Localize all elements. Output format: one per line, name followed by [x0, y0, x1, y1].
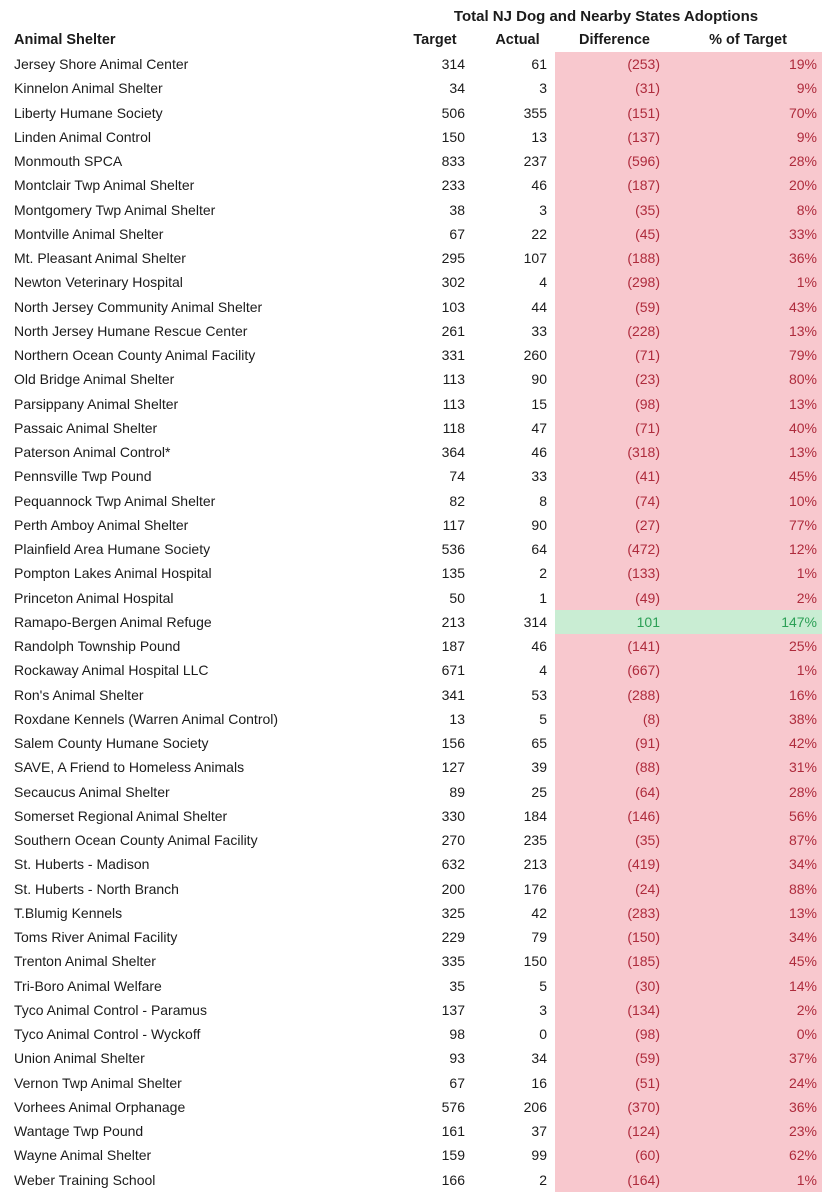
actual-cell: 22: [531, 225, 547, 242]
shelter-name-cell: T.Blumig Kennels: [14, 904, 123, 921]
actual-cell: 65: [531, 735, 547, 751]
table-row: [14, 1119, 822, 1143]
difference-cell: (150): [555, 925, 674, 949]
shelter-name-cell: Perth Amboy Animal Shelter: [14, 516, 189, 533]
actual-cell: 0: [539, 1026, 547, 1042]
shelter-name-cell: Montville Animal Shelter: [14, 225, 164, 242]
pct-of-target-cell: 28%: [674, 149, 822, 173]
report-title: Total NJ Dog and Nearby States Adoptions: [453, 8, 759, 25]
pct-of-target-cell: 10%: [674, 489, 822, 513]
target-cell: 295: [441, 250, 465, 266]
actual-cell: 46: [531, 444, 547, 460]
difference-cell: (419): [555, 852, 674, 876]
actual-cell: 355: [523, 104, 547, 121]
difference-cell: (35): [555, 198, 674, 222]
target-cell: 331: [441, 347, 465, 363]
target-cell: 89: [449, 783, 465, 800]
actual-cell: 53: [531, 686, 547, 703]
shelter-name-cell: Somerset Regional Animal Shelter: [14, 807, 228, 824]
target-cell: 13: [449, 710, 465, 727]
difference-cell: (30): [555, 974, 674, 998]
table-row: [14, 828, 822, 852]
target-cell: 118: [442, 419, 465, 436]
pct-of-target-cell: 40%: [674, 416, 822, 440]
shelter-name-cell: Secaucus Animal Shelter: [14, 783, 170, 800]
pct-of-target-cell: 70%: [674, 101, 822, 125]
pct-of-target-cell: 1%: [674, 1168, 822, 1192]
shelter-name-cell: Tyco Animal Control - Paramus: [14, 1001, 207, 1018]
shelter-name-cell: Passaic Animal Shelter: [14, 419, 158, 436]
difference-cell: (35): [555, 828, 674, 852]
table-row: [14, 974, 822, 998]
actual-cell: 46: [531, 177, 547, 194]
shelter-name-cell: Paterson Animal Control*: [14, 444, 171, 460]
shelter-name-cell: Linden Animal Control: [14, 128, 151, 145]
table-header-row: [14, 28, 822, 52]
difference-cell: (60): [555, 1143, 674, 1167]
table-row: [14, 76, 822, 100]
actual-cell: 99: [531, 1147, 547, 1164]
target-cell: 67: [449, 1074, 465, 1091]
actual-cell: 3: [539, 201, 547, 218]
shelter-name-cell: Rockaway Animal Hospital LLC: [14, 662, 209, 679]
pct-of-target-cell: 14%: [674, 974, 822, 998]
actual-cell: 90: [531, 371, 547, 388]
shelter-name-cell: Southern Ocean County Animal Facility: [14, 832, 258, 848]
target-cell: 35: [449, 977, 465, 994]
pct-of-target-cell: 31%: [674, 755, 822, 779]
difference-cell: (98): [555, 1022, 674, 1046]
difference-cell: (71): [555, 416, 674, 440]
difference-cell: (51): [555, 1071, 674, 1095]
shelter-name-cell: Northern Ocean County Animal Facility: [14, 347, 256, 363]
target-cell: 213: [441, 613, 465, 630]
difference-cell: (71): [555, 343, 674, 367]
pct-of-target-cell: 13%: [674, 901, 822, 925]
difference-cell: (74): [555, 489, 674, 513]
actual-cell: 1: [539, 589, 547, 606]
table-row: [14, 1095, 822, 1119]
actual-cell: 314: [523, 613, 547, 630]
pct-of-target-cell: 9%: [674, 76, 822, 100]
target-cell: 671: [441, 662, 465, 679]
actual-cell: 235: [523, 832, 547, 848]
actual-cell: 15: [531, 395, 547, 412]
table-row: [14, 416, 822, 440]
difference-cell: (188): [555, 246, 674, 270]
shelter-name-cell: Jersey Shore Animal Center: [14, 56, 189, 72]
pct-of-target-cell: 24%: [674, 1071, 822, 1095]
actual-cell: 44: [531, 298, 547, 315]
table-row: [14, 949, 822, 973]
target-cell: 341: [441, 686, 465, 703]
target-cell: 82: [449, 492, 465, 509]
pct-of-target-cell: 12%: [674, 537, 822, 561]
shelter-name-cell: Newton Veterinary Hospital: [14, 274, 183, 291]
table-body: [14, 52, 822, 1192]
shelter-name-cell: Plainfield Area Humane Society: [14, 541, 211, 557]
table-row: [14, 1046, 822, 1070]
table-row: [14, 125, 822, 149]
difference-cell: (187): [555, 173, 674, 197]
pct-of-target-cell: 25%: [674, 634, 822, 658]
actual-cell: 4: [539, 662, 547, 679]
shelter-name-cell: Pequannock Twp Animal Shelter: [14, 492, 216, 509]
pct-of-target-cell: 43%: [674, 295, 822, 319]
table-row: [14, 755, 822, 779]
actual-cell: 5: [539, 710, 547, 727]
actual-cell: 2: [539, 1171, 547, 1188]
difference-cell: (370): [555, 1095, 674, 1119]
shelter-name-cell: North Jersey Community Animal Shelter: [14, 298, 263, 315]
difference-cell: (91): [555, 731, 674, 755]
shelter-name-cell: Princeton Animal Hospital: [14, 589, 174, 606]
actual-cell: 4: [539, 274, 547, 291]
actual-cell: 34: [531, 1050, 547, 1067]
target-cell: 50: [449, 589, 465, 606]
difference-cell: (41): [555, 464, 674, 488]
table-row: [14, 537, 822, 561]
actual-cell: 37: [531, 1123, 547, 1139]
table-row: [14, 440, 822, 464]
table-row: [14, 392, 822, 416]
shelter-name-cell: Montgomery Twp Animal Shelter: [14, 201, 216, 218]
pct-of-target-cell: 147%: [674, 610, 822, 634]
difference-cell: (253): [555, 52, 674, 76]
difference-cell: (8): [555, 707, 674, 731]
difference-cell: (228): [555, 319, 674, 343]
pct-of-target-cell: 36%: [674, 246, 822, 270]
table-row: [14, 149, 822, 173]
shelter-name-cell: North Jersey Humane Rescue Center: [14, 322, 248, 339]
difference-cell: (23): [555, 367, 674, 391]
target-cell: 166: [441, 1171, 465, 1188]
table-row: [14, 925, 822, 949]
difference-cell: (88): [555, 755, 674, 779]
pct-of-target-cell: 1%: [674, 561, 822, 585]
actual-cell: 16: [531, 1074, 547, 1091]
target-cell: 261: [441, 322, 465, 339]
actual-cell: 64: [531, 541, 547, 557]
table-row: [14, 634, 822, 658]
shelter-name-cell: Tri-Boro Animal Welfare: [14, 977, 162, 994]
shelter-name-cell: Union Animal Shelter: [14, 1050, 145, 1067]
table-row: [14, 1022, 822, 1046]
target-cell: 93: [449, 1050, 465, 1067]
pct-of-target-cell: 8%: [674, 198, 822, 222]
table-row: [14, 343, 822, 367]
shelter-name-cell: Montclair Twp Animal Shelter: [14, 177, 195, 194]
actual-cell: 206: [523, 1098, 547, 1115]
target-cell: 159: [441, 1147, 465, 1164]
target-cell: 98: [449, 1026, 465, 1042]
table-row: [14, 319, 822, 343]
target-cell: 330: [441, 807, 465, 824]
target-cell: 137: [441, 1001, 465, 1018]
pct-of-target-cell: 34%: [674, 852, 822, 876]
pct-of-target-cell: 2%: [674, 586, 822, 610]
pct-of-target-cell: 45%: [674, 949, 822, 973]
target-cell: 187: [441, 638, 465, 654]
difference-cell: (64): [555, 780, 674, 804]
pct-of-target-cell: 62%: [674, 1143, 822, 1167]
table-row: [14, 707, 822, 731]
actual-cell: 25: [531, 783, 547, 800]
shelter-name-cell: Old Bridge Animal Shelter: [14, 371, 175, 388]
difference-cell: (298): [555, 270, 674, 294]
target-cell: 127: [441, 759, 465, 776]
difference-cell: (596): [555, 149, 674, 173]
difference-cell: (124): [555, 1119, 674, 1143]
difference-cell: 101: [555, 610, 674, 634]
table-row: [14, 877, 822, 901]
actual-cell: 3: [539, 80, 547, 97]
title-row: [14, 5, 822, 28]
actual-cell: 79: [531, 929, 547, 945]
target-cell: 135: [441, 565, 465, 582]
table-row: [14, 222, 822, 246]
difference-cell: (98): [555, 392, 674, 416]
pct-of-target-cell: 0%: [674, 1022, 822, 1046]
shelter-name-cell: Tyco Animal Control - Wyckoff: [14, 1026, 201, 1042]
actual-cell: 150: [523, 953, 547, 970]
pct-of-target-cell: 13%: [674, 440, 822, 464]
actual-cell: 237: [523, 153, 547, 169]
pct-of-target-cell: 37%: [674, 1046, 822, 1070]
target-cell: 270: [441, 832, 465, 848]
difference-cell: (45): [555, 222, 674, 246]
shelter-name-cell: Wayne Animal Shelter: [14, 1147, 152, 1164]
table-row: [14, 464, 822, 488]
target-cell: 156: [441, 735, 465, 751]
actual-cell: 2: [539, 565, 547, 582]
table-row: [14, 683, 822, 707]
target-cell: 833: [441, 153, 465, 169]
target-cell: 325: [441, 904, 465, 921]
pct-of-target-cell: 1%: [674, 658, 822, 682]
pct-of-target-cell: 38%: [674, 707, 822, 731]
shelter-name-cell: Pennsville Twp Pound: [14, 468, 152, 485]
difference-cell: (59): [555, 295, 674, 319]
target-cell: 229: [441, 929, 465, 945]
pct-of-target-cell: 34%: [674, 925, 822, 949]
shelter-name-cell: Ron's Animal Shelter: [14, 686, 144, 703]
table-row: [14, 489, 822, 513]
actual-cell: 213: [523, 856, 547, 873]
target-cell: 233: [441, 177, 465, 194]
actual-cell: 8: [539, 492, 547, 509]
target-cell: 536: [441, 541, 465, 557]
shelter-name-cell: Vorhees Animal Orphanage: [14, 1098, 186, 1115]
pct-of-target-cell: 9%: [674, 125, 822, 149]
target-cell: 34: [449, 80, 465, 97]
shelter-name-cell: Vernon Twp Animal Shelter: [14, 1074, 182, 1091]
table-row: [14, 852, 822, 876]
actual-cell: 184: [523, 807, 547, 824]
target-cell: 117: [442, 516, 465, 533]
shelter-name-cell: Ramapo-Bergen Animal Refuge: [14, 613, 212, 630]
difference-cell: (137): [555, 125, 674, 149]
pct-of-target-cell: 87%: [674, 828, 822, 852]
difference-cell: (288): [555, 683, 674, 707]
difference-cell: (134): [555, 998, 674, 1022]
pct-of-target-cell: 19%: [674, 52, 822, 76]
shelter-name-cell: Wantage Twp Pound: [14, 1123, 144, 1139]
shelter-name-cell: SAVE, A Friend to Homeless Animals: [14, 759, 245, 776]
target-cell: 632: [441, 856, 465, 873]
target-cell: 364: [441, 444, 465, 460]
pct-of-target-cell: 42%: [674, 731, 822, 755]
table-row: [14, 198, 822, 222]
actual-cell: 260: [523, 347, 547, 363]
difference-cell: (141): [555, 634, 674, 658]
actual-cell: 3: [539, 1001, 547, 1018]
shelter-name-cell: Toms River Animal Facility: [14, 929, 178, 945]
difference-cell: (49): [555, 586, 674, 610]
difference-cell: (24): [555, 877, 674, 901]
col-header-target: Target: [413, 32, 457, 48]
shelter-name-cell: Mt. Pleasant Animal Shelter: [14, 250, 186, 266]
difference-cell: (59): [555, 1046, 674, 1070]
actual-cell: 107: [523, 250, 547, 266]
table-row: [14, 101, 822, 125]
table-row: [14, 586, 822, 610]
difference-cell: (185): [555, 949, 674, 973]
pct-of-target-cell: 36%: [674, 1095, 822, 1119]
shelter-name-cell: Kinnelon Animal Shelter: [14, 80, 163, 97]
difference-cell: (164): [555, 1168, 674, 1192]
col-header-pct-of-target: % of Target: [709, 32, 787, 48]
table-row: [14, 246, 822, 270]
table-row: [14, 658, 822, 682]
target-cell: 103: [441, 298, 465, 315]
actual-cell: 46: [531, 638, 547, 654]
target-cell: 314: [441, 56, 465, 72]
actual-cell: 33: [531, 322, 547, 339]
shelter-name-cell: Salem County Humane Society: [14, 735, 209, 751]
table-row: [14, 901, 822, 925]
table-row: [14, 998, 822, 1022]
actual-cell: 5: [539, 977, 547, 994]
pct-of-target-cell: 45%: [674, 464, 822, 488]
difference-cell: (133): [555, 561, 674, 585]
target-cell: 302: [441, 274, 465, 291]
difference-cell: (151): [555, 101, 674, 125]
table-row: [14, 1143, 822, 1167]
actual-cell: 33: [531, 468, 547, 485]
pct-of-target-cell: 56%: [674, 804, 822, 828]
pct-of-target-cell: 16%: [674, 683, 822, 707]
difference-cell: (146): [555, 804, 674, 828]
col-header-actual: Actual: [495, 32, 540, 48]
table-row: [14, 295, 822, 319]
actual-cell: 90: [531, 516, 547, 533]
table-row: [14, 731, 822, 755]
shelter-name-cell: Randolph Township Pound: [14, 638, 181, 654]
pct-of-target-cell: 33%: [674, 222, 822, 246]
col-header-animal-shelter: Animal Shelter: [14, 32, 116, 48]
pct-of-target-cell: 28%: [674, 780, 822, 804]
difference-cell: (31): [555, 76, 674, 100]
pct-of-target-cell: 1%: [674, 270, 822, 294]
target-cell: 38: [449, 201, 465, 218]
difference-cell: (27): [555, 513, 674, 537]
table-row: [14, 1168, 822, 1192]
target-cell: 200: [441, 880, 465, 897]
actual-cell: 176: [523, 880, 547, 897]
pct-of-target-cell: 20%: [674, 173, 822, 197]
actual-cell: 42: [531, 904, 547, 921]
difference-cell: (283): [555, 901, 674, 925]
target-cell: 335: [441, 953, 465, 970]
shelter-name-cell: Liberty Humane Society: [14, 104, 163, 121]
actual-cell: 13: [531, 128, 547, 145]
target-cell: 161: [441, 1123, 465, 1139]
target-cell: 74: [449, 468, 465, 485]
shelter-name-cell: Roxdane Kennels (Warren Animal Control): [14, 710, 279, 727]
target-cell: 113: [442, 395, 465, 412]
difference-cell: (318): [555, 440, 674, 464]
table-row: [14, 780, 822, 804]
pct-of-target-cell: 77%: [674, 513, 822, 537]
difference-cell: (667): [555, 658, 674, 682]
table-row: [14, 513, 822, 537]
shelter-name-cell: Weber Training School: [14, 1171, 156, 1188]
table-row: [14, 270, 822, 294]
table-row: [14, 52, 822, 76]
pct-of-target-cell: 23%: [674, 1119, 822, 1143]
target-cell: 113: [442, 371, 465, 388]
pct-of-target-cell: 2%: [674, 998, 822, 1022]
target-cell: 506: [441, 104, 465, 121]
table-row: [14, 610, 822, 634]
pct-of-target-cell: 80%: [674, 367, 822, 391]
target-cell: 67: [449, 225, 465, 242]
target-cell: 576: [441, 1098, 465, 1115]
pct-of-target-cell: 13%: [674, 319, 822, 343]
shelter-name-cell: Pompton Lakes Animal Hospital: [14, 565, 212, 582]
actual-cell: 47: [531, 419, 547, 436]
difference-cell: (472): [555, 537, 674, 561]
target-cell: 150: [441, 128, 465, 145]
shelter-name-cell: Monmouth SPCA: [14, 153, 123, 169]
shelter-name-cell: Trenton Animal Shelter: [14, 953, 156, 970]
pct-of-target-cell: 88%: [674, 877, 822, 901]
pct-of-target-cell: 79%: [674, 343, 822, 367]
shelter-name-cell: St. Huberts - Madison: [14, 856, 150, 873]
table-row: [14, 804, 822, 828]
table-row: [14, 173, 822, 197]
table-row: [14, 561, 822, 585]
shelter-name-cell: Parsippany Animal Shelter: [14, 395, 179, 412]
actual-cell: 61: [531, 56, 547, 72]
actual-cell: 39: [531, 759, 547, 776]
col-header-difference: Difference: [579, 32, 650, 48]
pct-of-target-cell: 13%: [674, 392, 822, 416]
table-row: [14, 1071, 822, 1095]
shelter-name-cell: St. Huberts - North Branch: [14, 880, 179, 897]
table-row: [14, 367, 822, 391]
